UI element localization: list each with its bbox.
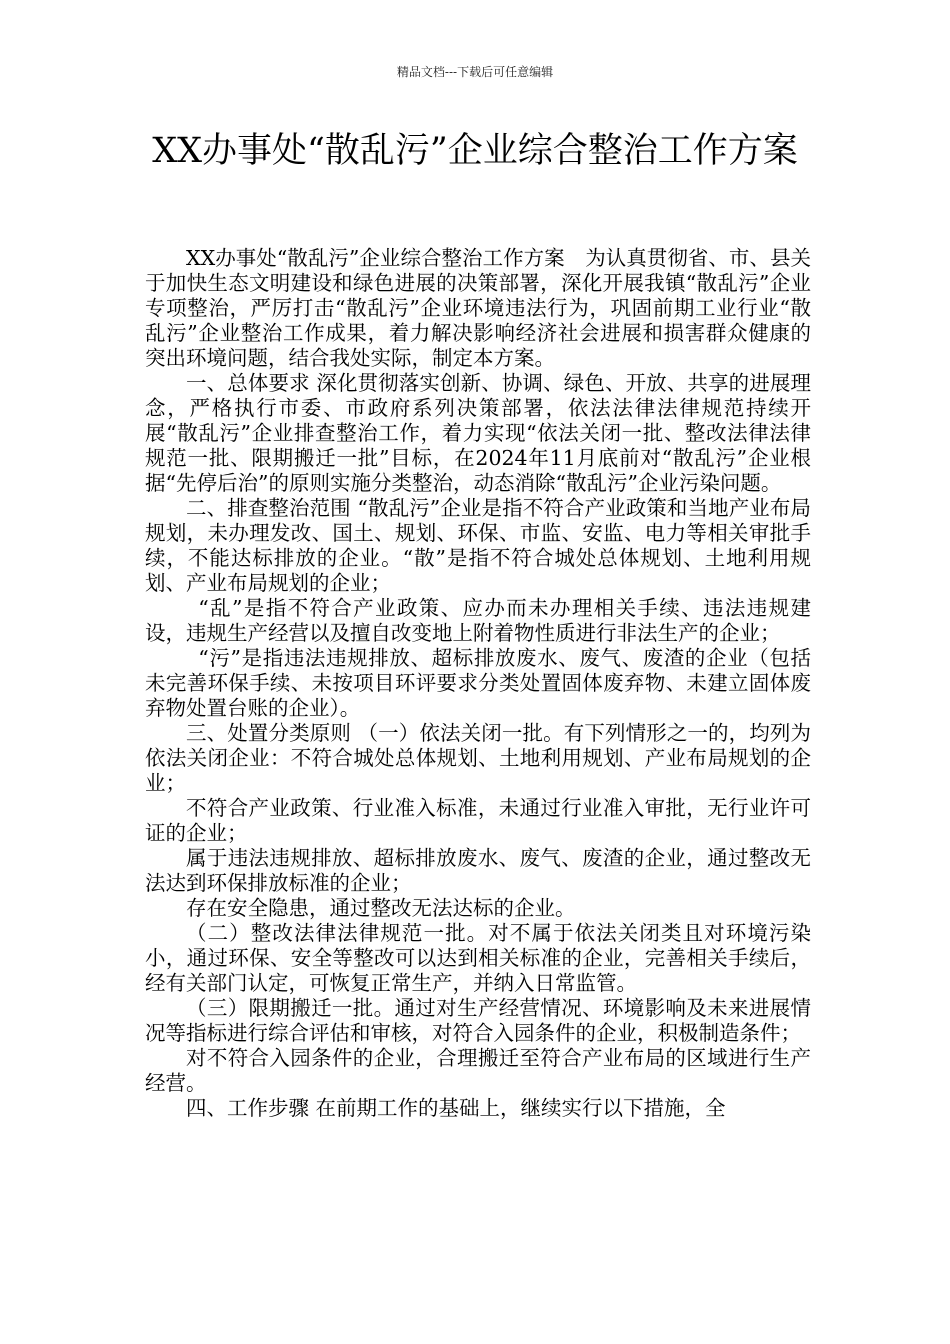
paragraph-item-policy: 不符合产业政策、行业准入标准，未通过行业准入审批，无行业许可证的企业；	[145, 796, 811, 845]
paragraph-section-4: 四、工作步骤 在前期工作的基础上，继续实行以下措施，全	[186, 1096, 726, 1120]
header-note: 精品文档---下载后可任意编辑	[396, 65, 554, 79]
document-body	[145, 246, 811, 1121]
paragraph-item-emission: 属于违法违规排放、超标排放废水、废气、废渣的企业，通过整改无法达到环保排放标准的企业；	[145, 846, 811, 895]
paragraph-rectify: （二）整改法律法律规范一批。对不属于依法关闭类且对环境污染小，通过环保、安全等整改可以达到相关标准的企业，完善相关手续后，经有关部门认定，可恢复正常生产，并纳入日常监管。	[145, 921, 811, 995]
paragraph-section-1: 一、总体要求 深化贯彻落实创新、协调、绿色、开放、共享的进展理念，严格执行市委、市政府系列决策部署，依法法律法律规范持续开展“散乱污”企业排查整治工作，着力实现“依法关闭一批、整改法律法律规范一批、限期搬迁一批”目标，在2024年11月底前对“散乱污”企业根据“先停后治”的原则实施分类整治，动态消除“散乱污”企业污染问题。	[145, 371, 811, 495]
paragraph-relocate: （三）限期搬迁一批。通过对生产经营情况、环境影响及未来进展情况等指标进行综合评估和审核，对符合入园条件的企业，积极制造条件；	[145, 996, 811, 1045]
paragraph-intro: XX办事处“散乱污”企业综合整治工作方案 为认真贯彻省、市、县关于加快生态文明建设和绿色进展的决策部署，深化开展我镇“散乱污”企业专项整治，严厉打击“散乱污”企业环境违法行为，巩固前期工业行业“散乱污”企业整治工作成果，着力解决影响经济社会进展和损害群众健康的突出环境问题，结合我处实际，制定本方案。	[145, 246, 811, 370]
paragraph-item-safety: 存在安全隐患，通过整改无法达标的企业。	[186, 896, 576, 920]
paragraph-luan: “乱”是指不符合产业政策、应办而未办理相关手续、违法违规建设，违规生产经营以及擅自改变地上附着物性质进行非法生产的企业；	[145, 596, 811, 645]
paragraph-wu: “污”是指违法违规排放、超标排放废水、废气、废渣的企业（包括未完善环保手续、未按项目环评要求分类处置固体废弃物、未建立固体废弃物处置台账的企业）。	[145, 646, 811, 720]
document-title: XX办事处“散乱污”企业综合整治工作方案	[152, 131, 798, 171]
paragraph-section-2: 二、排查整治范围 “散乱污”企业是指不符合产业政策和当地产业布局规划，未办理发改、国土、规划、环保、市监、安监、电力等相关审批手续，不能达标排放的企业。“散”是指不符合城处总体规划、土地利用规划、产业布局规划的企业；	[145, 496, 811, 595]
paragraph-relocate-other: 对不符合入园条件的企业，合理搬迁至符合产业布局的区域进行生产经营。	[145, 1046, 811, 1095]
paragraph-section-3: 三、处置分类原则 （一）依法关闭一批。有下列情形之一的，均列为依法关闭企业：不符合城处总体规划、土地利用规划、产业布局规划的企业；	[145, 721, 811, 795]
